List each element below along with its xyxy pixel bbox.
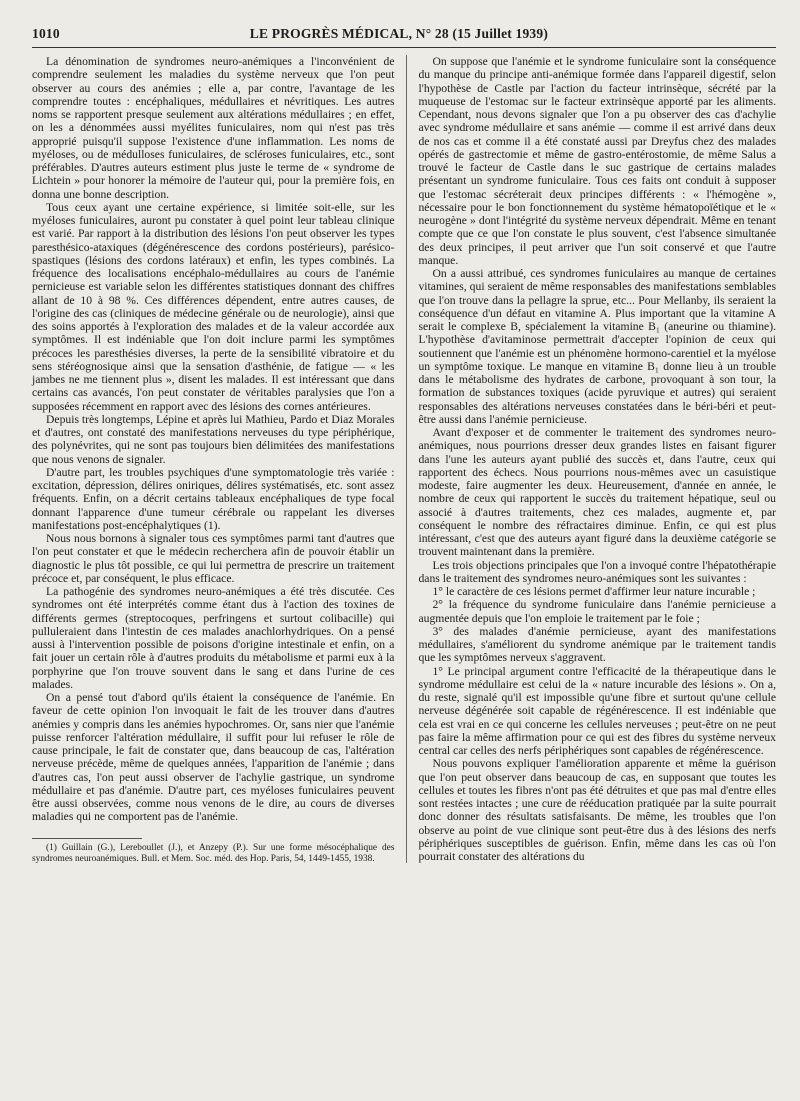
paragraph: La dénomination de syndromes neuro-anémiques a l'inconvénient de comprendre seulement les maladies du système nerveux que l'on peut observer au cours des anémies ; elle a, par contre, l'avantage de les comprendre toutes : encéphaliques, médullaires et névritiques. Les autres noms se rapportent presque seulement aux altérations médullaires ; en effet, on les a dénommées aussi myélites funiculaires, nom qui n'est pas très approprié puisqu'il suppose l'existence d'une inflammation. Les noms de myéloses, ou de médulloses funiculaires, de scléroses funiculaires, etc., sont préférables. D'autres auteurs estiment plus juste le terme de « syndrome de Lichtein » pour honorer la mémoire de l'auteur qui, pour la première fois, en donna une bonne description.	[32, 55, 395, 201]
paragraph: On a pensé tout d'abord qu'ils étaient la conséquence de l'anémie. En faveur de cette opinion l'on invoquait le fait de les trouver dans d'autres anémies y compris dans les anémies hypochromes. Or, sans nier que l'anémie puisse renforcer l'altération médullaire, il suffit pour lui refuser le rôle de cause principale, le fait de constater que, dans beaucoup de cas, l'altération nerveuse précède, même de quelques années, l'apparition de l'anémie ; dans d'autres cas, l'on peut aussi observer de l'achylie gastrique, un syndrome médullaire et pas d'anémie. D'autre part, ces myéloses funiculaires peuvent être aussi observées, comme nous venons de le dire, au cours de diverses maladies qui ne comportent pas de l'anémie.	[32, 691, 395, 824]
paragraph: 2° la fréquence du syndrome funiculaire dans l'anémie pernicieuse a augmentée depuis que l'on emploie le traitement par le foie ;	[418, 598, 776, 625]
paragraph: 3° des malades d'anémie pernicieuse, ayant des manifestations médullaires, s'améliorent du syndrome anémique par le traitement tandis que les symptômes nerveux s'aggravent.	[418, 624, 776, 665]
paragraph: La pathogénie des syndromes neuro-anémiques a été très discutée. Ces syndromes ont été interprétés comme étant dus à l'action des toxines de différents germes (streptocoques, perfringens et surtout colibacille) qui pulluleraient dans l'intestin de ces malades anachlorhydriques. On a pensé aussi à l'intervention possible de poisons d'origine intestinale et enfin, on a fait jouer un certain rôle à d'autres produits du métabolisme et parmi eux à la porphyrine que l'on trouve souvent dans le sang et dans l'urine de ces malades.	[32, 585, 395, 691]
right-column	[406, 55, 776, 863]
paragraph: Depuis très longtemps, Lépine et après lui Mathieu, Pardo et Diaz Morales et d'autres, ont constaté des manifestations nerveuses du type périphérique, des polynévrites, qui ne sont pas toujours bien délimitées des manifestations que nous venons de signaler.	[32, 412, 395, 466]
paragraph: Nous pouvons expliquer l'amélioration apparente et même la guérison que l'on peut observer dans beaucoup de cas, en supposant que toutes les cellules et toutes les fibres n'ont pas été détruites et que pas mal d'entre elles sont restées intactes ; une cure de rééducation pratiquée par la suite pourrait donc donner des résultats satisfaisants. De même, les troubles que l'on observe au point de vue clinique sont peut-être dus à des lésions des nerfs périphériques susceptibles de guérison. Enfin, même dans les cas où l'on pourrait constater des altérations du	[418, 757, 776, 863]
paragraph: Nous nous bornons à signaler tous ces symptômes parmi tant d'autres que l'on peut constater et que le médecin recherchera afin de pouvoir établir un diagnostic le plus tôt possible, ce qui lui permettra de prescrire un traitement précoce et, par conséquent, le plus efficace.	[32, 532, 395, 585]
running-title: LE PROGRÈS MÉDICAL, N° 28 (15 Juillet 1939)	[249, 26, 549, 41]
paragraph: On a aussi attribué, ces syndromes funiculaires au manque de certaines vitamines, qui seraient de même responsables des manifestations semblables que l'on trouve dans la pellagre la sprue, etc... Pour Mellanby, ils seraient la conséquence d'un défaut en vitamine A. Plus important que la vitamine A serait le complexe B, spécialement la vitamine B₁ (aneurine ou thiamine). L'hypothèse d'avitaminose permettrait d'accepter l'opinion de ceux qui soutiennent que l'anémie est un phénomène hormono-carentiel et la myélose un symptôme toxique. Le manque en vitamine B₁ donne lieu à un trouble dans le métabolisme des hydrates de carbone, provoquant à son tour, la formation de substances toxiques (acide pyruvique et autres) qui seraient responsables des altérations nerveuses constatées dans le béri-béri et peut-être aussi dans l'anémie pernicieuse.	[418, 267, 776, 426]
paragraph: 1° Le principal argument contre l'efficacité de la thérapeutique dans le syndrome médullaire est celui de la « nature incurable des lésions ». On a, du reste, signalé qu'il est impossible qu'une fibre et surtout qu'une cellule nerveuse dégénérée soit capable de régénérescence. Il est indéniable que cela est vrai en ce qui concerne les cellules nerveuses ; peut-être on ne peut pas faire la même affirmation pour ce qui est des fibres du système nerveux central car celles des nerfs périphériques sont capables de régénérescence.	[418, 664, 776, 757]
text-columns	[32, 55, 776, 865]
header-rule	[32, 47, 776, 48]
paragraph: Tous ceux ayant une certaine expérience, si limitée soit-elle, sur les myéloses funiculaires, auront pu constater à quel point leur tableau clinique est varié. Par rapport à la distribution des lésions l'on peut observer les types paresthésico-ataxiques (dégénérescence des cordons postérieurs), parésico-spastiques (lésions des cordons latéraux) et enfin, les types combinés. La fréquence des localisations encéphalo-médullaires au cours de l'anémie pernicieuse est variable selon les différentes statistiques donnant des chiffres allant de 10 à 98 %. Ces différences dépendent, entre autres causes, de l'origine des cas (cliniques de médecine générale ou de neurologie), ainsi que des soins apportés à l'exploration des malades et de la valeur accordée aux symptômes. Il est indéniable que l'on doit inclure parmi les symptômes précoces les paresthésies diverses, la perte de la sensibilité vibratoire et du sens stéréognosique ainsi que la sensation d'asthénie, de fatigue — « les jambes ne me tiennent plus », disent les malades. Il est intéressant que dans certains cas avancés, l'on peut constater de véritables paralysies que l'on a supposées récemment en rapport avec des lésions des cornes antérieures.	[32, 200, 395, 413]
left-column	[32, 55, 394, 865]
paragraph: 1° le caractère de ces lésions permet d'affirmer leur nature incurable ;	[432, 585, 756, 598]
paragraph: D'autre part, les troubles psychiques d'une symptomatologie très variée : excitation, dépression, délires oniriques, délires systématisés, etc. sont assez fréquents. Enfin, on a décrit certains tableaux encéphaliques de type focal donnant l'apparence d'une tumeur cérébrale ou rappelant les diverses manifestations post-encéphalytiques (1).	[32, 465, 395, 532]
paragraph: On suppose que l'anémie et le syndrome funiculaire sont la conséquence du manque du principe anti-anémique formée dans l'appareil digestif, selon l'hypothèse de Castle par l'action du facteur intrinsèque, sécrété par la muqueuse de l'estomac sur le facteur extrinsèque apporté par les aliments. Cependant, nous devons signaler que l'on a pu observer des cas d'achylie avec syndrome médullaire et sans anémie — comme il est arrivé dans deux de nos cas et comme il a été constaté aussi par Dreyfus chez des malades opérés de gastrectomie et même de gastro-entérostomie, de même Salus a trouvé le facteur de Castle dans le suc gastrique de certains malades présentant un syndrome funiculaire. Tous ces faits ont conduit à supposer que l'estomac sécréterait deux principes différents : « l'hémogène », nécessaire pour le bon fonctionnement du système hématopoïétique et le « neurogène » dont l'intégrité du système nerveux dépendrait. Même en tenant compte que ce que l'on constate le plus souvent, c'est l'absence simultanée des deux principes, il peut arriver que l'un soit conservé et que l'autre manque.	[418, 55, 776, 267]
paragraph: Les trois objections principales que l'on a invoqué contre l'hépatothérapie dans le traitement des syndromes neuro-anémiques sont les suivantes :	[418, 558, 776, 585]
footnote-divider	[32, 838, 142, 839]
page-header	[32, 26, 776, 42]
footnote: (1) Guillain (G.), Lereboullet (J.), et Anzepy (P.). Sur une forme mésocéphalique des syndromes neuroanémiques. Bull. et Mem. Soc. méd. des Hop. Paris, 54, 1449-1455, 1938.	[32, 842, 395, 864]
page-number: 1010	[32, 26, 60, 41]
paragraph: Avant d'exposer et de commenter le traitement des syndromes neuro-anémiques, nous pourrions dresser deux grandes listes en faisant figurer dans l'une les auteurs ayant publié des succès et, dans l'autre, ceux qui rapportent des échecs. Nous pourrions nous-mêmes avec un casuistique modeste, faire augmenter les deux. Heureusement, d'année en année, le nombre de ceux qui rapportent le succès du traitement hépatique, seul ou associé à d'autres traitements, chez ces malades, augmente et, par conséquent le nombre des réfractaires diminue. Enfin, ce qui est plus intéressant, c'est que des auteurs ayant figuré dans la deuxième catégorie se trouvent maintenant dans la première.	[418, 426, 776, 559]
